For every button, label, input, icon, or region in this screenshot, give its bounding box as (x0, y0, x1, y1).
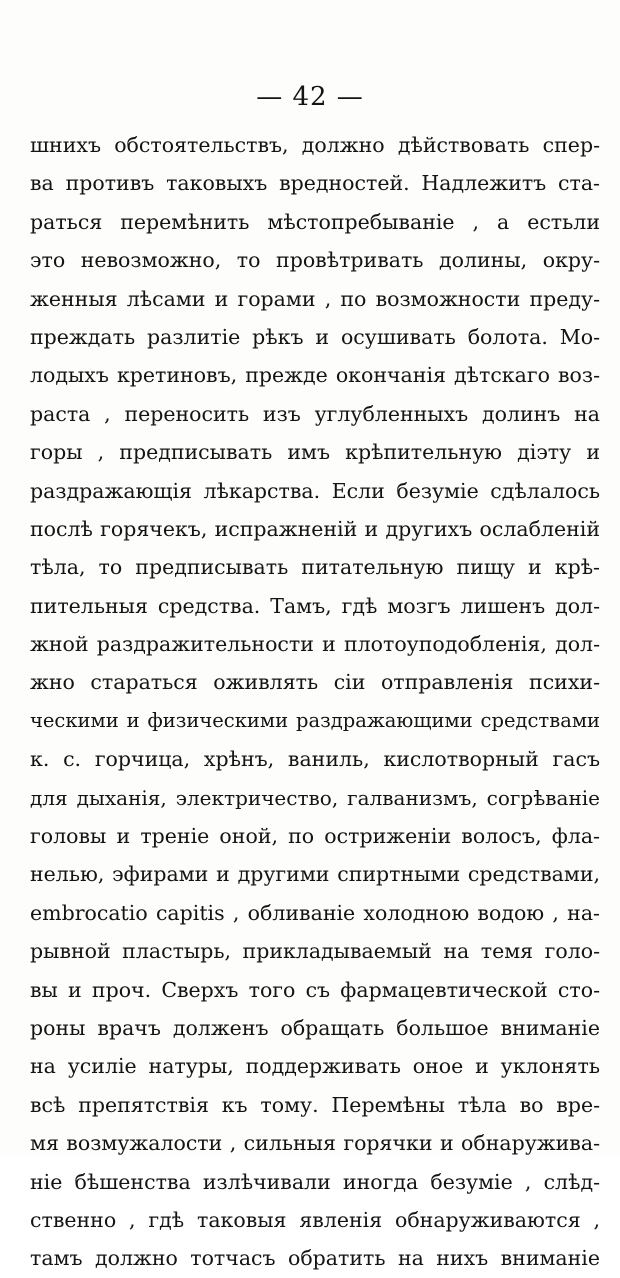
text-line: горы , предписывать имъ крѣпительную діэту и (30, 440, 600, 465)
text-line: жной раздражительности и плотоуподобленія, дол- (30, 632, 600, 657)
text-line: на усиліе натуры, поддерживать оное и уклонять (30, 1054, 600, 1079)
text-line: тѣла, то предписывать питательную пищу и крѣ- (30, 555, 600, 580)
text-line: раста , переносить изъ углубленныхъ долинъ на (30, 401, 600, 426)
text-line: embrocatio capitis , обливаніе холодною водою , на- (30, 900, 600, 925)
text-line: пительныя средства. Тамъ, гдѣ мозгъ лишенъ дол- (30, 593, 600, 618)
text-line: роны врачъ долженъ обращать большое вниманіе (30, 1015, 600, 1040)
text-line: мя возмужалости , сильныя горячки и обнаружива- (30, 1131, 600, 1156)
text-line: шнихъ обстоятельствъ, должно дѣйствовать спер- (30, 133, 600, 157)
page-number: — 42 — (256, 82, 364, 112)
text-line: это невозможно, то провѣтривать долины, окру- (30, 248, 600, 273)
text-line: лодыхъ кретиновъ, прежде окончанія дѣтскаго воз- (30, 363, 600, 388)
text-line: послѣ горячекъ, испражненій и другихъ ослабленій (30, 516, 600, 541)
text-line: всѣ препятствія къ тому. Перемѣны тѣла во вре- (30, 1092, 600, 1117)
text-line: преждать разлитіе рѣкъ и осушивать болота. Мо- (30, 324, 600, 349)
text-line: ственно , гдѣ таковыя явленія обнаруживаются , (30, 1207, 600, 1232)
text-line: к. с. горчица, хрѣнъ, ваниль, кислотворный гасъ (30, 747, 600, 772)
text-line: для дыханія, электричество, галванизмъ, согрѣваніе (30, 785, 600, 810)
text-line: раться перемѣнить мѣстопребываніе , а естьли (30, 209, 600, 234)
text-line: вы и проч. Сверхъ того съ фармацевтической сто- (30, 977, 600, 1002)
text-line: раздражающія лѣкарства. Если безуміе сдѣлалось (30, 478, 600, 503)
text-line: рывной пластырь, прикладываемый на темя голо- (30, 939, 600, 964)
text-line: ва противъ таковыхъ вредностей. Надлежитъ ста- (30, 171, 600, 196)
text-line: тамъ должно тотчасъ обратить на нихъ вниманіе (30, 1246, 600, 1271)
text-line: ніе бѣшенства излѣчивали иногда безуміе , слѣд- (30, 1169, 600, 1194)
text-line: ческими и физическими раздражающими средствами (30, 708, 600, 732)
text-line: нелью, эфирами и другими спиртными средствами, (30, 862, 600, 887)
text-line: женныя лѣсами и горами , по возможности преду- (30, 286, 600, 311)
text-line: жно стараться оживлять сіи отправленія психи- (30, 670, 600, 695)
text-line: головы и треніе оной, по остриженіи волосъ, фла- (30, 824, 600, 849)
page-body-text (30, 126, 600, 1278)
